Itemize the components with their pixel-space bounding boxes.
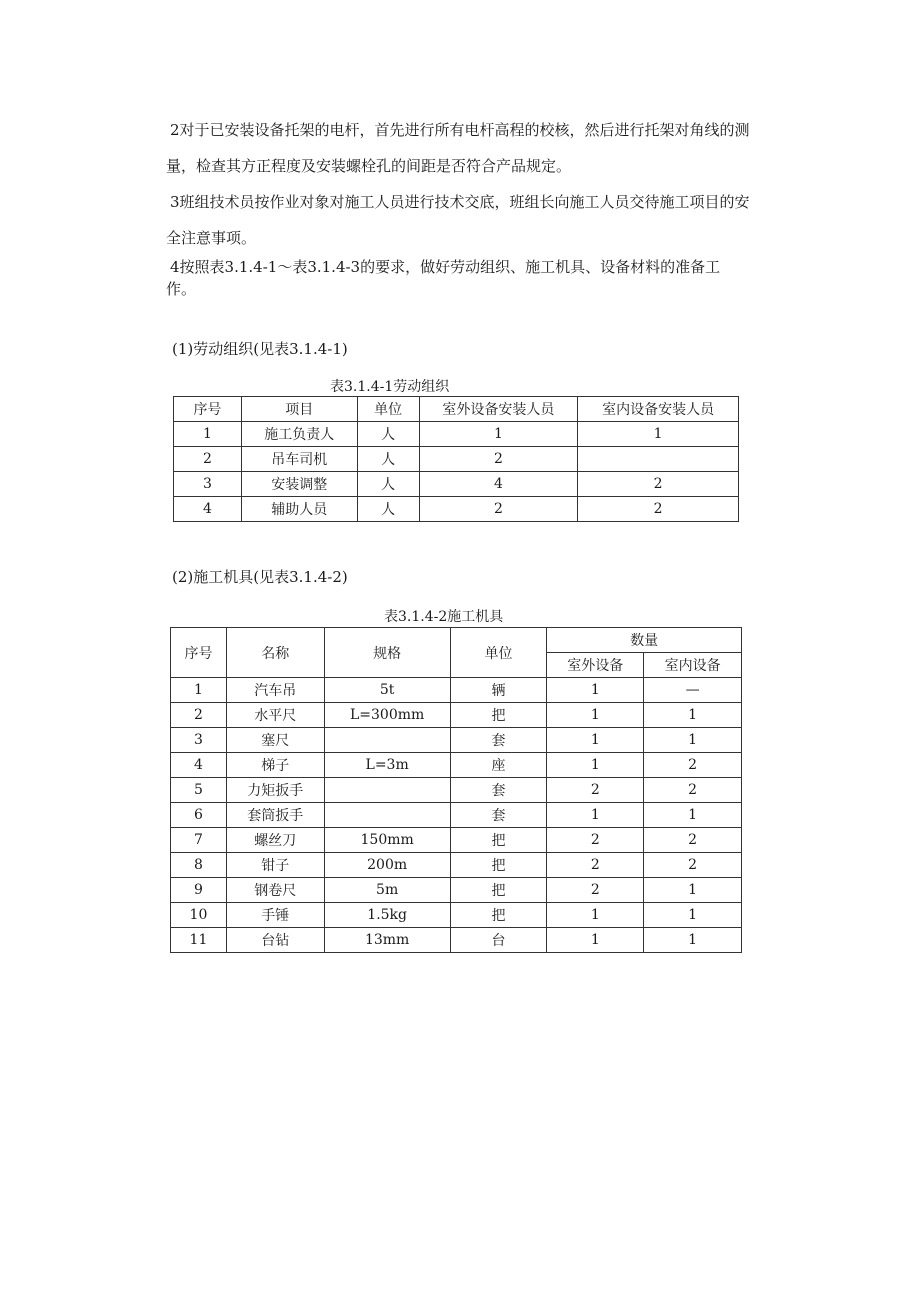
- table-cell: 1: [547, 753, 644, 778]
- table-cell: 1: [644, 878, 742, 903]
- header-cell: 室外设备安装人员: [419, 397, 578, 422]
- table-cell: 11: [171, 928, 227, 953]
- table-cell: 1: [547, 703, 644, 728]
- table-cell: 5: [171, 778, 227, 803]
- section-1-heading: (1)劳动组织(见表3.1.4-1): [172, 340, 348, 358]
- table-cell: 1: [644, 803, 742, 828]
- table-cell: 人: [357, 422, 419, 447]
- table-row: [171, 828, 742, 853]
- table-cell: 钢卷尺: [226, 878, 324, 903]
- table-cell: [324, 728, 450, 753]
- header-cell: 序号: [171, 628, 227, 678]
- table-cell: 1: [644, 928, 742, 953]
- table-cell: 1: [644, 703, 742, 728]
- table-row: [174, 447, 739, 472]
- table-cell: 人: [357, 497, 419, 522]
- table-cell: 台: [450, 928, 547, 953]
- table-cell: 200m: [324, 853, 450, 878]
- table-row: [171, 853, 742, 878]
- table-cell: 1: [547, 903, 644, 928]
- table-cell: 辅助人员: [241, 497, 357, 522]
- table-cell: 2: [419, 447, 578, 472]
- table-cell: 把: [450, 853, 547, 878]
- table-cell: 10: [171, 903, 227, 928]
- table-cell: 13mm: [324, 928, 450, 953]
- table-cell: 4: [171, 753, 227, 778]
- table-cell: 2: [547, 778, 644, 803]
- table-row: [171, 878, 742, 903]
- table-cell: 台钻: [226, 928, 324, 953]
- paragraph-2: [166, 184, 770, 256]
- table-cell: 人: [357, 472, 419, 497]
- table-row: [174, 422, 739, 447]
- table-cell: L=300mm: [324, 703, 450, 728]
- table-cell: 1: [578, 422, 739, 447]
- table-cell: 2: [174, 447, 242, 472]
- table-cell: 150mm: [324, 828, 450, 853]
- labor-organization-table: [173, 396, 739, 522]
- construction-tools-table: [170, 627, 742, 953]
- table-cell: 2: [644, 828, 742, 853]
- table-cell: 2: [644, 853, 742, 878]
- paragraph-3-line-1: 4按照表3.1.4-1～表3.1.4-3的要求，做好劳动组织、施工机具、设备材料的准备工: [170, 258, 721, 276]
- paragraph-3: [166, 256, 770, 300]
- table-cell: [324, 778, 450, 803]
- table-row: [171, 753, 742, 778]
- table-row: [171, 703, 742, 728]
- table-cell: 安装调整: [241, 472, 357, 497]
- table-row: [171, 678, 742, 703]
- table-cell: 套: [450, 778, 547, 803]
- table-cell: 座: [450, 753, 547, 778]
- table-row: [174, 472, 739, 497]
- table-cell: 把: [450, 703, 547, 728]
- table-cell: 7: [171, 828, 227, 853]
- table-cell: 力矩扳手: [226, 778, 324, 803]
- header-cell: 室内设备安装人员: [578, 397, 739, 422]
- table-cell: 2: [578, 497, 739, 522]
- table-cell: 1: [419, 422, 578, 447]
- header-cell: 序号: [174, 397, 242, 422]
- table-cell: 把: [450, 828, 547, 853]
- table-cell: L=3m: [324, 753, 450, 778]
- table-cell: 1: [644, 728, 742, 753]
- table-cell: 把: [450, 903, 547, 928]
- table-row: [171, 928, 742, 953]
- table-cell: 8: [171, 853, 227, 878]
- table-cell: 手锤: [226, 903, 324, 928]
- table-cell: 1: [547, 678, 644, 703]
- table-cell: —: [644, 678, 742, 703]
- table-row: [171, 903, 742, 928]
- header-cell: 数量: [547, 628, 742, 653]
- table-cell: 塞尺: [226, 728, 324, 753]
- table-cell: 5m: [324, 878, 450, 903]
- table-cell: 套: [450, 728, 547, 753]
- table-cell: 2: [171, 703, 227, 728]
- table-cell: 1.5kg: [324, 903, 450, 928]
- table-cell: 2: [578, 472, 739, 497]
- table-cell: 4: [419, 472, 578, 497]
- header-cell: 名称: [226, 628, 324, 678]
- paragraph-2-line-2: 全注意事项。: [166, 229, 257, 247]
- table-1-caption: 表3.1.4-1劳动组织: [330, 379, 450, 395]
- table-cell: 2: [547, 828, 644, 853]
- table-cell: 2: [547, 853, 644, 878]
- table-cell: 4: [174, 497, 242, 522]
- table-cell: 3: [171, 728, 227, 753]
- table-cell: 吊车司机: [241, 447, 357, 472]
- header-cell: 单位: [450, 628, 547, 678]
- table-cell: 水平尺: [226, 703, 324, 728]
- table-cell: 人: [357, 447, 419, 472]
- table-cell: 把: [450, 878, 547, 903]
- table-cell: [578, 447, 739, 472]
- paragraph-1-line-2: 量，检查其方正程度及安装螺栓孔的间距是否符合产品规定。: [166, 157, 572, 175]
- table-cell: 3: [174, 472, 242, 497]
- table-cell: 1: [171, 678, 227, 703]
- table-cell: 梯子: [226, 753, 324, 778]
- header-cell: 室外设备: [547, 653, 644, 678]
- table-cell: 施工负责人: [241, 422, 357, 447]
- paragraph-1: [166, 112, 770, 184]
- section-2-heading: (2)施工机具(见表3.1.4-2): [172, 568, 348, 586]
- table-cell: 9: [171, 878, 227, 903]
- table-header-row: [171, 628, 742, 653]
- table-cell: 2: [644, 778, 742, 803]
- table-cell: 2: [644, 753, 742, 778]
- table-row: [174, 497, 739, 522]
- table-cell: 套筒扳手: [226, 803, 324, 828]
- table-cell: 1: [174, 422, 242, 447]
- table-cell: 套: [450, 803, 547, 828]
- table-cell: 5t: [324, 678, 450, 703]
- header-cell: 室内设备: [644, 653, 742, 678]
- table-cell: 2: [547, 878, 644, 903]
- table-cell: 1: [547, 728, 644, 753]
- table-cell: 汽车吊: [226, 678, 324, 703]
- table-2-caption: 表3.1.4-2施工机具: [384, 609, 504, 625]
- table-row: [171, 803, 742, 828]
- header-cell: 单位: [357, 397, 419, 422]
- table-cell: 1: [644, 903, 742, 928]
- table-cell: 螺丝刀: [226, 828, 324, 853]
- table-cell: 6: [171, 803, 227, 828]
- table-cell: [324, 803, 450, 828]
- table-cell: 2: [419, 497, 578, 522]
- table-row: [171, 728, 742, 753]
- table-header-row: [174, 397, 739, 422]
- header-cell: 项目: [241, 397, 357, 422]
- table-cell: 1: [547, 803, 644, 828]
- table-cell: 钳子: [226, 853, 324, 878]
- tools-table-body: [171, 678, 742, 953]
- header-cell: 规格: [324, 628, 450, 678]
- table-row: [171, 778, 742, 803]
- table-cell: 1: [547, 928, 644, 953]
- paragraph-1-line-1: 2对于已安装设备托架的电杆，首先进行所有电杆高程的校核，然后进行托架对角线的测: [170, 121, 750, 139]
- table-cell: 辆: [450, 678, 547, 703]
- paragraph-3-line-2: 作。: [166, 280, 197, 298]
- paragraph-2-line-1: 3班组技术员按作业对象对施工人员进行技术交底，班组长向施工人员交待施工项目的安: [170, 193, 750, 211]
